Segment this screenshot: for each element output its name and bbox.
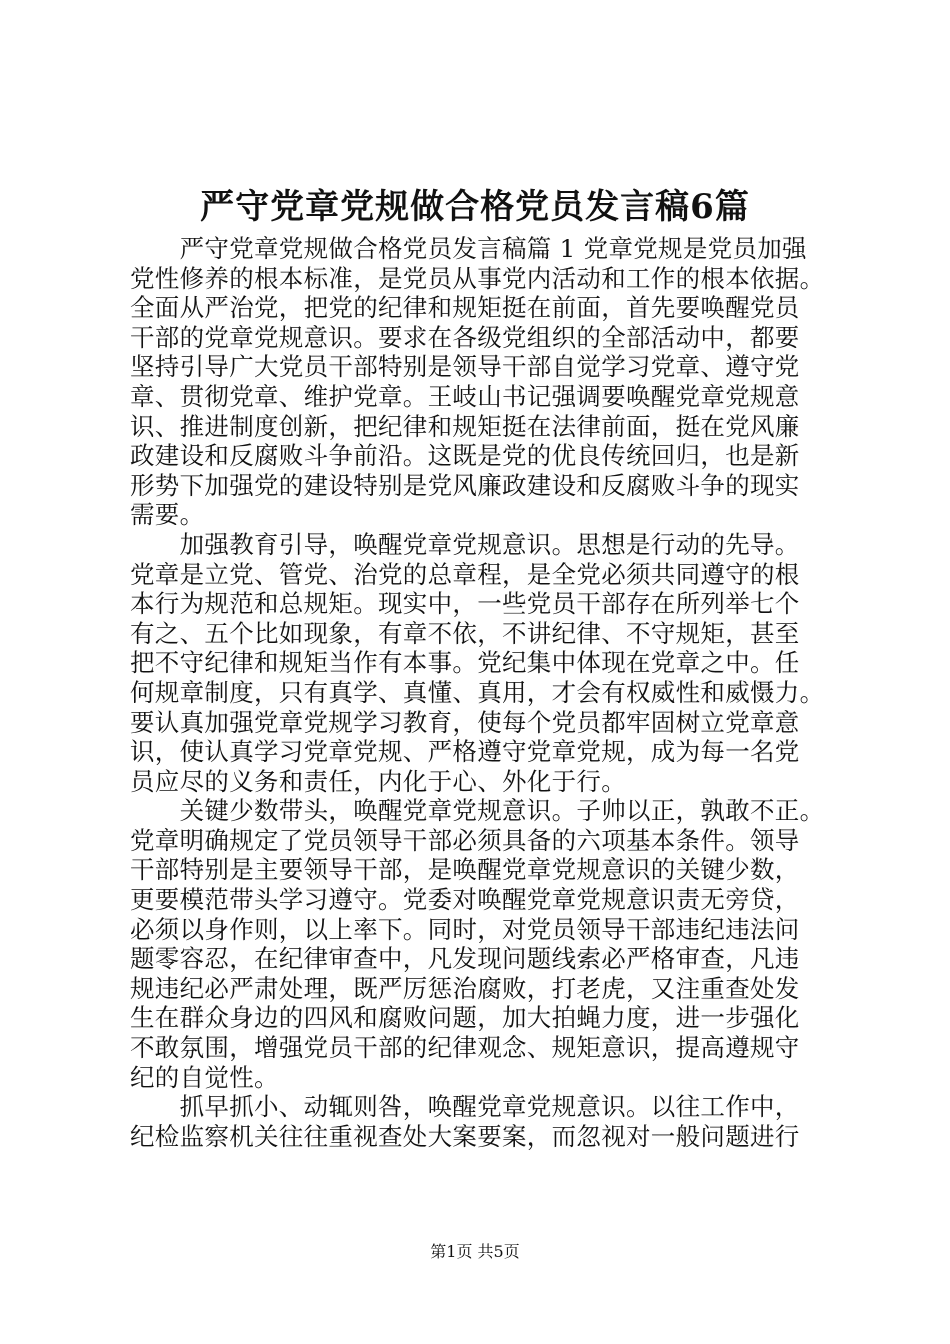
- body-line: 识，使认真学习党章党规、严格遵守党章党规，成为每一名党: [130, 737, 800, 767]
- body-line: 更要模范带头学习遵守。党委对唤醒党章党规意识责无旁贷，: [130, 885, 800, 915]
- document-title: 严守党章党规做合格党员发言稿6篇: [200, 187, 750, 227]
- body-line: 党章是立党、管党、治党的总章程，是全党必须共同遵守的根: [130, 559, 800, 589]
- body-line: 员应尽的义务和责任，内化于心、外化于行。: [130, 766, 626, 796]
- body-line: 全面从严治党，把党的纪律和规矩挺在前面，首先要唤醒党员: [130, 293, 800, 323]
- document-body: [130, 234, 830, 1151]
- body-line: 必须以身作则，以上率下。同时，对党员领导干部违纪违法问: [130, 914, 800, 944]
- body-line: 党性修养的根本标准，是党员从事党内活动和工作的根本依据。: [130, 263, 825, 293]
- body-line: 干部特别是主要领导干部，是唤醒党章党规意识的关键少数，: [130, 855, 800, 885]
- page-footer: 第1页 共5页: [430, 1242, 520, 1261]
- body-line: 形势下加强党的建设特别是党风廉政建设和反腐败斗争的现实: [130, 470, 800, 500]
- body-line: 不敢氛围，增强党员干部的纪律观念、规矩意识，提高遵规守: [130, 1033, 800, 1063]
- body-line: 有之、五个比如现象，有章不依，不讲纪律、不守规矩，甚至: [130, 618, 800, 648]
- body-line: 加强教育引导，唤醒党章党规意识。思想是行动的先导。: [130, 529, 800, 559]
- body-line: 本行为规范和总规矩。现实中，一些党员干部存在所列举七个: [130, 589, 800, 619]
- body-line: 需要。: [130, 500, 205, 530]
- body-line: 严守党章党规做合格党员发言稿篇 1 党章党规是党员加强: [130, 234, 807, 263]
- body-line: 纪检监察机关往往重视查处大案要案，而忽视对一般问题进行: [130, 1121, 800, 1151]
- body-line: 何规章制度，只有真学、真懂、真用，才会有权威性和威慑力。: [130, 677, 825, 707]
- body-line: 干部的党章党规意识。要求在各级党组织的全部活动中，都要: [130, 322, 800, 352]
- body-line: 识、推进制度创新，把纪律和规矩挺在法律前面，挺在党风廉: [130, 411, 800, 441]
- body-line: 纪的自觉性。: [130, 1062, 279, 1092]
- body-line: 题零容忍，在纪律审查中，凡发现问题线索必严格审查，凡违: [130, 944, 800, 974]
- body-line: 关键少数带头，唤醒党章党规意识。子帅以正，孰敢不正。: [130, 796, 825, 826]
- body-line: 规违纪必严肃处理，既严厉惩治腐败，打老虎，又注重查处发: [130, 973, 800, 1003]
- body-line: 坚持引导广大党员干部特别是领导干部自觉学习党章、遵守党: [130, 352, 800, 382]
- body-line: 把不守纪律和规矩当作有本事。党纪集中体现在党章之中。任: [130, 648, 800, 678]
- body-line: 生在群众身边的四风和腐败问题，加大拍蝇力度，进一步强化: [130, 1003, 800, 1033]
- body-line: 党章明确规定了党员领导干部必须具备的六项基本条件。领导: [130, 825, 800, 855]
- body-line: 要认真加强党章党规学习教育，使每个党员都牢固树立党章意: [130, 707, 800, 737]
- body-line: 章、贯彻党章、维护党章。王岐山书记强调要唤醒党章党规意: [130, 381, 800, 411]
- body-line: 抓早抓小、动辄则咎，唤醒党章党规意识。以往工作中，: [130, 1092, 800, 1122]
- body-line: 政建设和反腐败斗争前沿。这既是党的优良传统回归，也是新: [130, 441, 800, 471]
